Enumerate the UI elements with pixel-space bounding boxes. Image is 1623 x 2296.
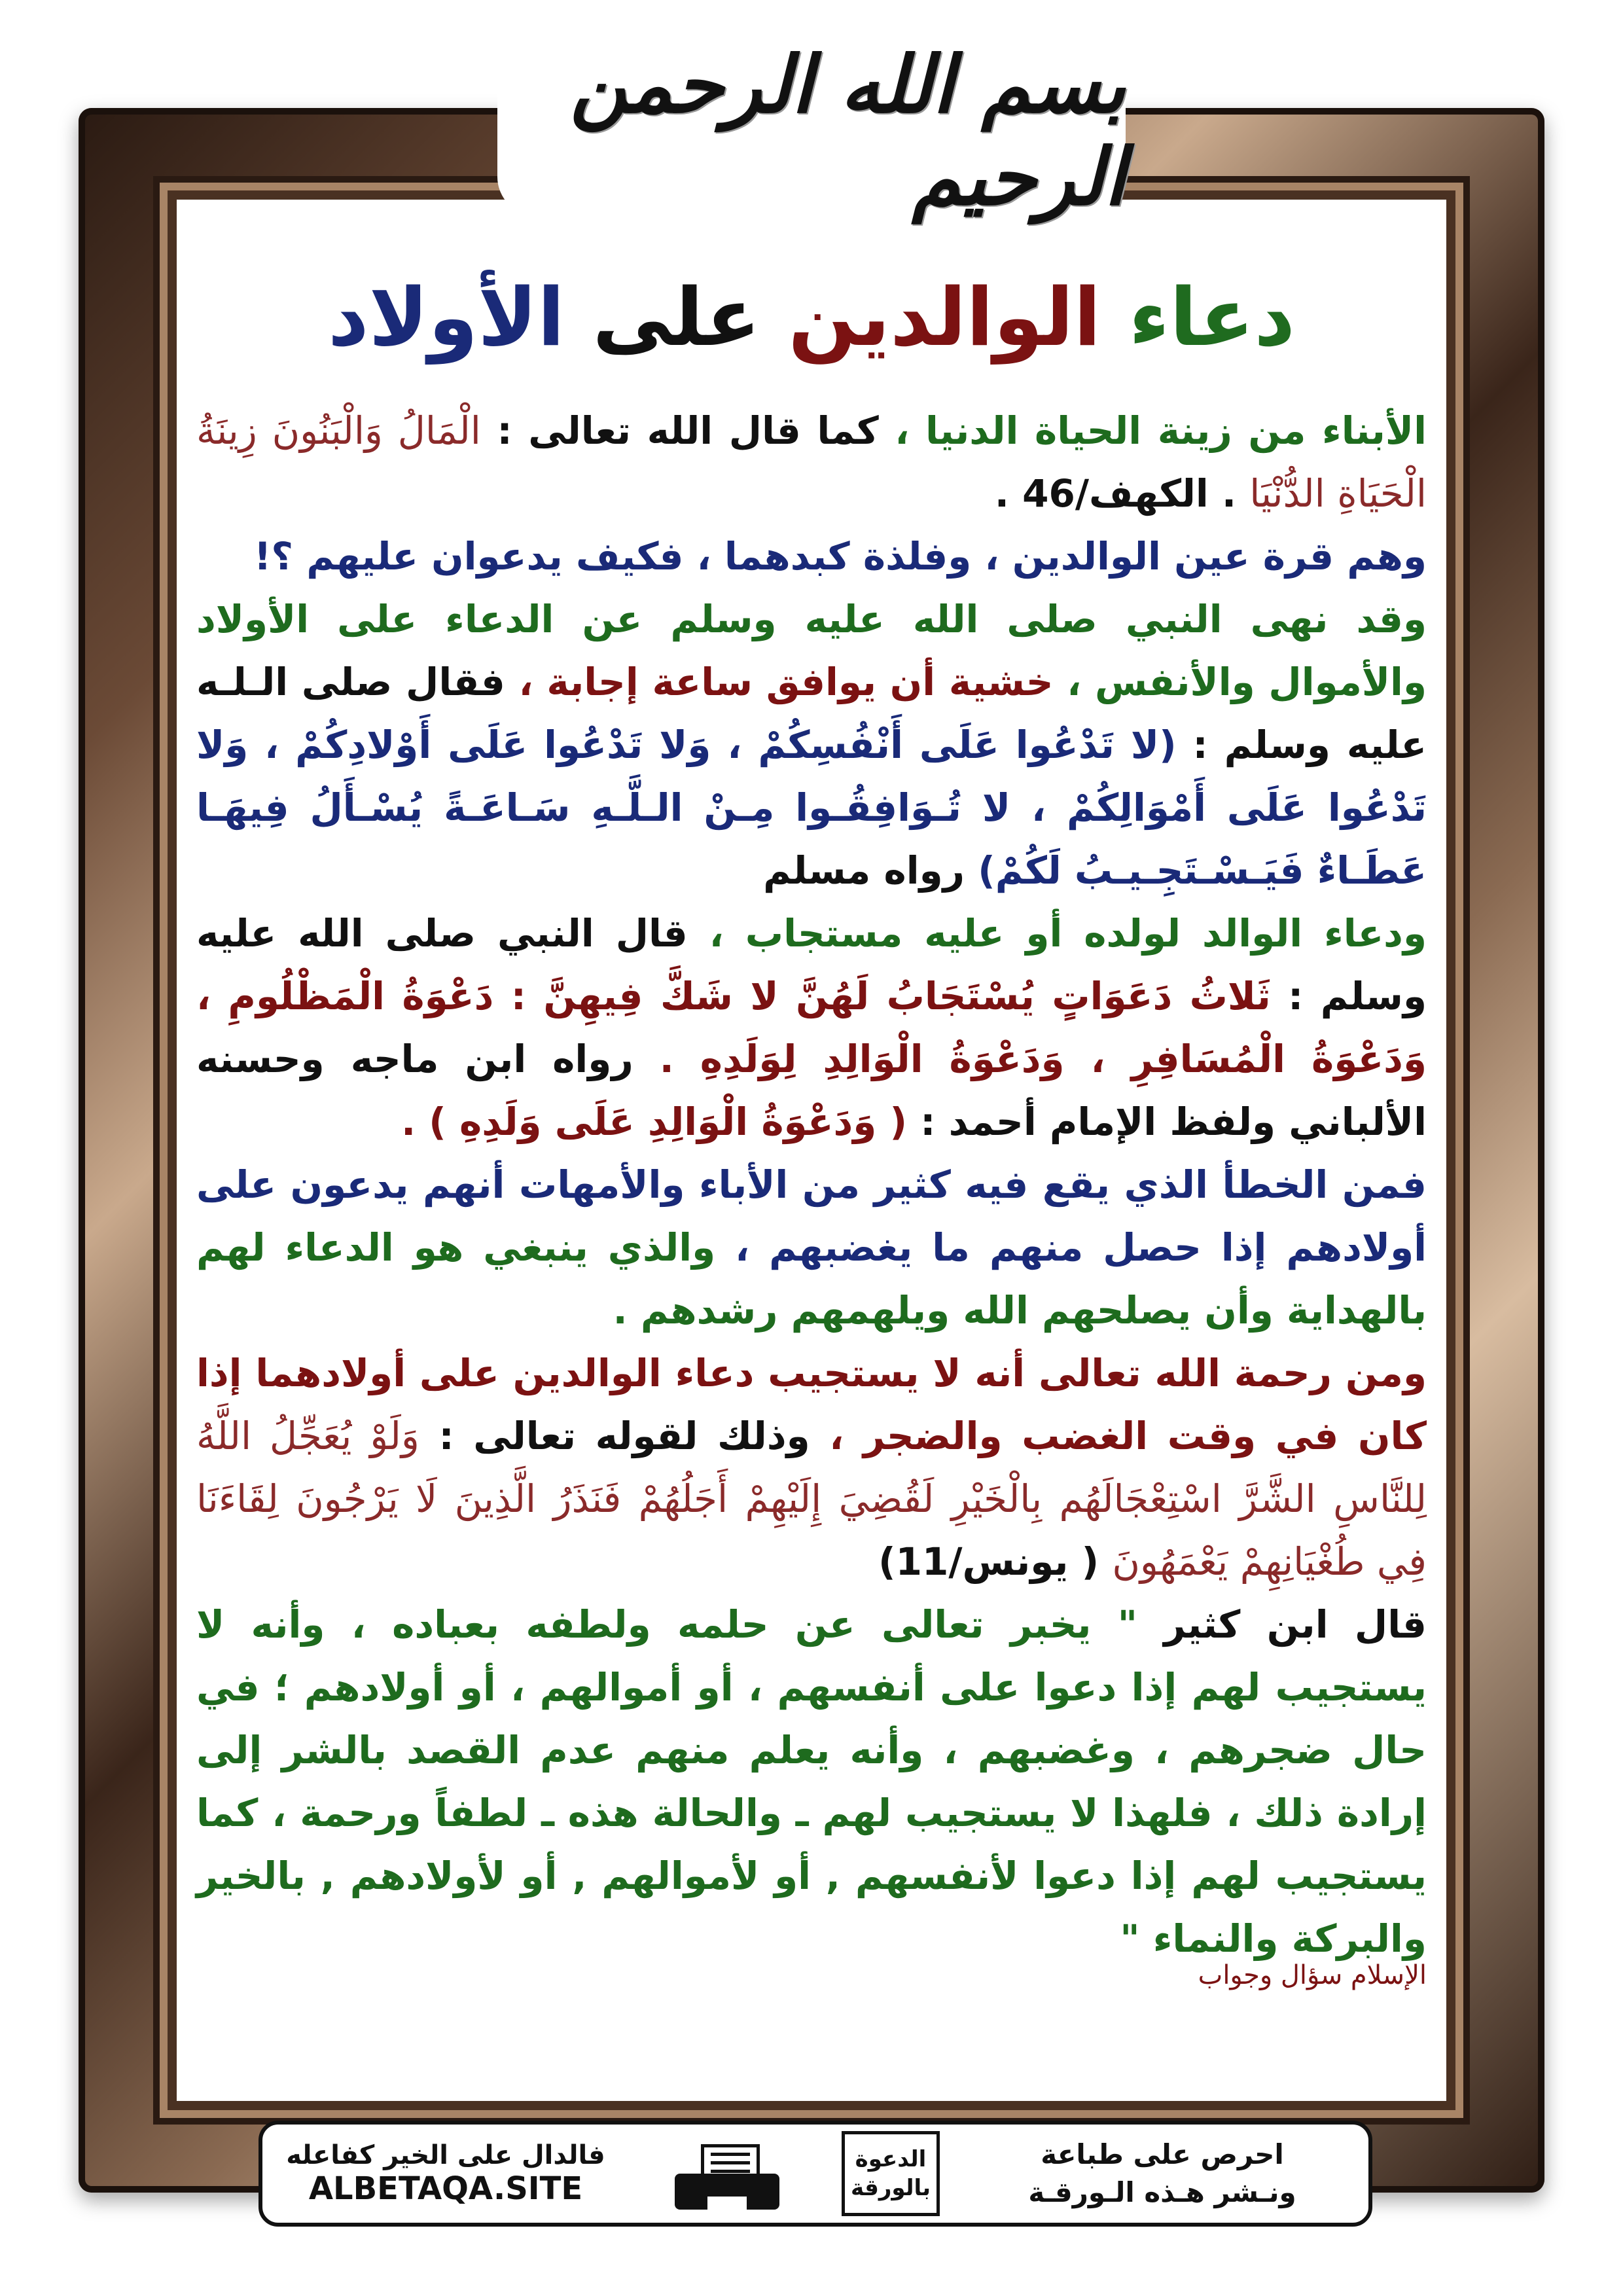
p4-intro: ودعاء الوالد لولده أو عليه مستجاب ، bbox=[709, 911, 1427, 956]
p6-intro: ومن رحمة الله تعالى أنه لا يستجيب دعاء الوالدين على أولادهما إذا كان في وقت الغضب والضجر ، bbox=[196, 1351, 1427, 1458]
paragraph-5 bbox=[196, 1153, 1427, 1342]
p4-hadith: ثَلاثُ دَعَوَاتٍ يُسْتَجَابُ لَهُنَّ لا شَكَّ فِيهِنَّ : دَعْوَةُ الْمَظْلُومِ ، وَدَعْوَةُ الْمُسَافِرِ ، وَدَعْوَةُ الْوَالِدِ لِوَلَدِهِ . bbox=[196, 974, 1427, 1081]
page-title bbox=[196, 262, 1427, 373]
source-credit: الإسلام سؤال وجواب bbox=[1198, 1960, 1427, 1990]
title-word-1: دعاء bbox=[1128, 271, 1295, 364]
print-note-line-1: احرص على طباعة bbox=[1041, 2138, 1284, 2170]
p4-source: رواه ابن ماجه وحسنه الألباني ولفظ الإمام أحمد : bbox=[196, 1037, 1427, 1144]
footer-site bbox=[262, 2140, 629, 2207]
footer-site-link[interactable]: ALBETAQA.SITE bbox=[308, 2170, 583, 2207]
document-content bbox=[196, 262, 1427, 2068]
title-word-3: على bbox=[592, 271, 761, 364]
title-word-2: الوالدين bbox=[788, 271, 1101, 364]
p3-source: رواه مسلم bbox=[763, 848, 978, 893]
paragraph-6 bbox=[196, 1342, 1427, 1593]
p6-verse: وَلَوْ يُعَجِّلُ اللَّهُ لِلنَّاسِ الشَّرَّ اسْتِعْجَالَهُم بِالْخَيْرِ لَقُضِيَ إِلَيْهِمْ أَجَلُهُمْ فَنَذَرُ الَّذِينَ لَا يَرْجُونَ لِقَاءَنَا فِي طُغْيَانِهِمْ يَعْمَهُونَ bbox=[196, 1414, 1427, 1584]
p6-reference: ( يونس/11) bbox=[878, 1539, 1113, 1584]
p3-intro: وقد نهى النبي صلى الله عليه وسلم عن الدعاء على الأولاد والأموال والأنفس ، bbox=[196, 597, 1427, 704]
p7-quote: " يخبر تعالى عن حلمه ولطفه بعباده ، وأنه لا يستجيب لهم إذا دعوا على أنفسهم ، أو أموالهم ، أو أولادهم ؛ في حال ضجرهم ، وغضبهم ، وأنه يعلم منهم عدم القصد بالشر إلى إرادة ذلك ، فلهذا لا يستجيب لهم ـ والحالة هذه ـ لطفاً ورحمة ، كما يستجيب لهم إذا دعوا لأنفسهم , أو لأموالهم , أو لأولادهم , بالخير والبركة والنماء " bbox=[196, 1602, 1427, 1961]
p4-variant: ( وَدَعْوَةُ الْوَالِدِ عَلَى وَلَدِهِ ) . bbox=[401, 1100, 908, 1144]
p3-warning: خشية أن يوافق ساعة إجابة ، bbox=[518, 660, 1054, 704]
paragraph-3 bbox=[196, 588, 1427, 902]
logo-line-1: الدعوة bbox=[855, 2146, 927, 2172]
paragraph-7 bbox=[196, 1593, 1427, 1970]
p1-quote-lead: كما قال الله تعالى : bbox=[480, 408, 895, 453]
p1-intro: الأبناء من زينة الحياة الدنيا ، bbox=[895, 408, 1427, 453]
printer-icon bbox=[629, 2131, 825, 2216]
footer-logo bbox=[825, 2131, 956, 2216]
footer-motto: فالدال على الخير كفاعله bbox=[286, 2140, 605, 2170]
basmala-text: بسم الله الرحمن الرحيم bbox=[570, 39, 1126, 223]
p5-mistake: فمن الخطأ الذي يقع فيه كثير من الأباء والأمهات أنهم يدعون على أولادهم إذا حصل منهم ما يغضبهم ، bbox=[196, 1162, 1427, 1270]
p1-verse: الْمَالُ وَالْبَنُونَ زِينَةُ الْحَيَاةِ الدُّنْيَا bbox=[196, 408, 1427, 516]
footer-print-note bbox=[956, 2136, 1368, 2212]
p6-lead: وذلك لقوله تعالى : bbox=[419, 1414, 830, 1458]
p7-attribution: قال ابن كثير bbox=[1137, 1602, 1427, 1647]
print-note-line-2: ونـشر هـذه الـورقـة bbox=[1028, 2176, 1296, 2208]
p1-reference: . الكهف/46 . bbox=[994, 471, 1250, 516]
basmala-calligraphy bbox=[497, 39, 1126, 223]
footer-bar bbox=[259, 2121, 1372, 2227]
paragraph-1 bbox=[196, 399, 1427, 525]
logo-line-2: بالورقة bbox=[850, 2175, 931, 2201]
p5-advice: والذي ينبغي هو الدعاء لهم بالهداية وأن يصلحهم الله ويلهمهم رشدهم . bbox=[196, 1225, 1427, 1333]
paragraph-2: وهم قرة عين الوالدين ، وفلذة كبدهما ، فكيف يدعوان عليهم ؟! bbox=[253, 534, 1427, 579]
p4-lead: قال النبي صلى الله عليه وسلم : bbox=[196, 911, 1427, 1018]
p3-lead: فقال صلى الـلـه عليه وسلم : bbox=[196, 660, 1427, 767]
p3-hadith: (لا تَدْعُوا عَلَى أَنْفُسِكُمْ ، وَلا تَدْعُوا عَلَى أَوْلادِكُمْ ، وَلا تَدْعُوا عَلَى أَمْوَالِكُمْ ، لا تُـوَافِقُـوا مِـنْ الـلَّـهِ سَـاعَـةً يُسْـأَلُ فِيهَـا عَطَـاءٌ فَيَـسْـتَجِـيـبُ لَكُمْ) bbox=[196, 723, 1427, 893]
title-word-4: الأولاد bbox=[328, 271, 565, 364]
paragraph-4 bbox=[196, 902, 1427, 1153]
